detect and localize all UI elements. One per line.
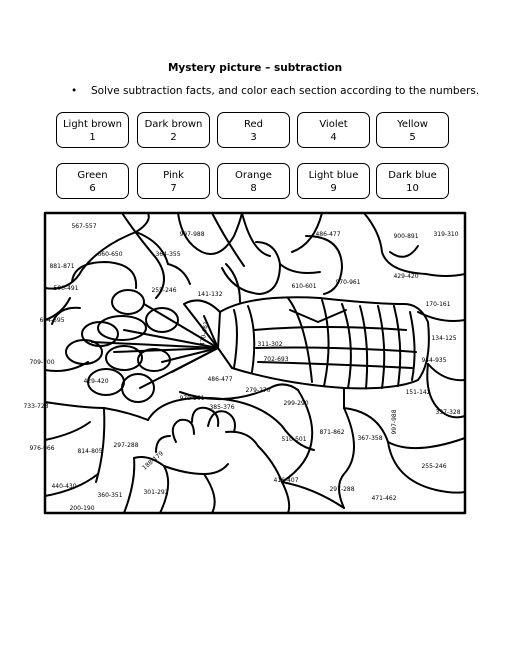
color-key-light-brown bbox=[56, 112, 129, 148]
fact-label: 470-461 bbox=[198, 320, 211, 347]
key-color-label: Red bbox=[244, 119, 263, 130]
fact-label: 702-693 bbox=[263, 356, 289, 363]
color-key-dark-brown bbox=[137, 112, 210, 148]
fact-label: 279-270 bbox=[245, 387, 271, 394]
fact-label: 141-132 bbox=[197, 291, 223, 298]
fact-label: 319-310 bbox=[433, 231, 459, 238]
fact-label: 440-430 bbox=[51, 483, 77, 490]
key-number: 5 bbox=[409, 132, 416, 143]
fact-label: 871-862 bbox=[319, 429, 345, 436]
color-key-violet bbox=[297, 112, 370, 148]
fact-label: 814-805 bbox=[77, 448, 103, 455]
color-key-yellow bbox=[376, 112, 449, 148]
key-number: 1 bbox=[89, 132, 96, 143]
color-key-green bbox=[56, 163, 129, 199]
fact-label: 709-700 bbox=[29, 359, 55, 366]
key-color-label: Orange bbox=[235, 170, 272, 181]
key-color-label: Light blue bbox=[308, 170, 359, 181]
fact-label: 997-988 bbox=[179, 231, 205, 238]
key-number: 8 bbox=[250, 183, 257, 194]
fact-label: 660-650 bbox=[97, 251, 123, 258]
fact-label: 255-246 bbox=[421, 463, 447, 470]
instruction-text: Solve subtraction facts, and color each section according to the numbers. bbox=[91, 85, 480, 97]
fact-label: 604-595 bbox=[39, 317, 65, 324]
fact-label: 151-142 bbox=[405, 389, 431, 396]
fact-label: 188-179 bbox=[141, 450, 165, 472]
color-key-pink bbox=[137, 163, 210, 199]
key-number: 7 bbox=[170, 183, 177, 194]
key-number: 4 bbox=[330, 132, 337, 143]
fact-label: 170-161 bbox=[425, 301, 451, 308]
color-key-dark-blue bbox=[376, 163, 449, 199]
fact-label: 976-966 bbox=[29, 445, 55, 452]
fact-label: 944-935 bbox=[421, 357, 447, 364]
fact-label: 486-477 bbox=[207, 376, 233, 383]
fact-label: 416-407 bbox=[273, 477, 299, 484]
fact-label: 610-601 bbox=[291, 283, 317, 290]
fact-label: 429-420 bbox=[83, 378, 109, 385]
fact-label: 364-355 bbox=[155, 251, 181, 258]
fact-label: 297-288 bbox=[329, 486, 355, 493]
fact-label: 997-988 bbox=[391, 409, 398, 435]
color-key-orange bbox=[217, 163, 290, 199]
worksheet-title: Mystery picture – subtraction bbox=[167, 62, 343, 74]
fact-label: 970-961 bbox=[335, 279, 361, 286]
fact-label: 360-351 bbox=[97, 492, 123, 499]
fact-label: 337-328 bbox=[435, 409, 461, 416]
fact-label: 301-292 bbox=[143, 489, 169, 496]
fact-label: 567-557 bbox=[71, 223, 97, 230]
fact-label: 367-358 bbox=[357, 435, 383, 442]
fact-label: 500-491 bbox=[53, 285, 79, 292]
key-color-label: Dark blue bbox=[388, 170, 437, 181]
fact-label: 134-125 bbox=[431, 335, 457, 342]
fact-label: 385-376 bbox=[209, 404, 235, 411]
fact-label: 486-477 bbox=[315, 231, 341, 238]
fact-label: 510-501 bbox=[281, 436, 307, 443]
key-color-label: Violet bbox=[319, 119, 348, 130]
key-color-label: Dark brown bbox=[144, 119, 203, 130]
fact-label: 733-723 bbox=[23, 403, 49, 410]
fact-label: 297-288 bbox=[113, 442, 139, 449]
fact-label: 200-190 bbox=[69, 505, 95, 512]
fact-label: 429-420 bbox=[393, 273, 419, 280]
fact-label: 299-290 bbox=[283, 400, 309, 407]
key-number: 6 bbox=[89, 183, 96, 194]
key-number: 3 bbox=[250, 132, 257, 143]
key-color-label: Pink bbox=[163, 170, 184, 181]
fact-label: 970-961 bbox=[179, 395, 205, 402]
mystery-picture[interactable] bbox=[23, 212, 466, 514]
fact-label: 471-462 bbox=[371, 495, 397, 502]
fact-label: 900-891 bbox=[393, 233, 419, 240]
key-number: 10 bbox=[406, 183, 419, 194]
color-key-red bbox=[217, 112, 290, 148]
fact-label: 881-871 bbox=[49, 263, 75, 270]
key-color-label: Light brown bbox=[62, 119, 122, 130]
key-color-label: Green bbox=[77, 170, 108, 181]
key-number: 9 bbox=[330, 183, 337, 194]
fact-label: 311-302 bbox=[257, 341, 283, 348]
key-number: 2 bbox=[170, 132, 177, 143]
fact-label: 255-246 bbox=[151, 287, 177, 294]
key-color-label: Yellow bbox=[397, 119, 428, 130]
color-key-light-blue bbox=[297, 163, 370, 199]
bullet: • bbox=[71, 85, 78, 97]
